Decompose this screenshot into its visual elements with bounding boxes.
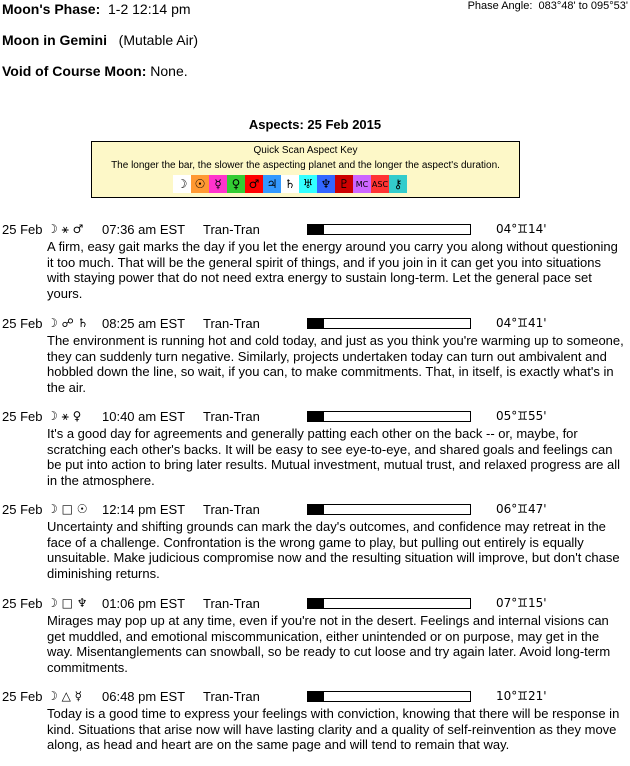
aspect-entry <box>0 689 630 753</box>
moon-sign-label: Moon in Gemini <box>2 32 107 48</box>
aspect-position: 05°♊55' <box>496 409 547 423</box>
phase-angle-label: Phase Angle: <box>467 0 533 12</box>
aspect-time: 06:48 pm EST <box>102 689 186 704</box>
aspect-entry <box>0 316 630 395</box>
neptune-glyph-icon: ♆ <box>317 175 335 193</box>
aspect-entry-header <box>0 316 630 333</box>
mercury-glyph-icon: ☿ <box>209 175 227 193</box>
aspect-description: Uncertainty and shifting grounds can mark the day's outcomes, and confidence may retreat in the face of a challenge. Confrontation is the wrong game to play, but pulling out entirely is equally unsuitable. Make judicious compromise now and the resulting situation will improve, but don't chase diminishing returns. <box>47 519 620 581</box>
aspect-entry <box>0 502 630 581</box>
aspects-title: Aspects: 25 Feb 2015 <box>248 117 382 132</box>
aspect-date: 25 Feb <box>2 222 43 237</box>
aspect-position: 04°♊14' <box>496 222 547 236</box>
aspect-duration-bar <box>307 504 471 515</box>
aspect-key-subtitle: The longer the bar, the slower the aspecting planet and the longer the aspect's duration. <box>111 160 500 171</box>
moon-phase-value: 1-2 12:14 pm <box>108 1 191 17</box>
aspect-description: Mirages may pop up at any time, even if you're not in the desert. Feelings and internal visions can get muddled, and emotional miscommunication, either unintended or on purpose, may get in the way. Misentanglements can snowball, so be ready to cut loose and try again later. Avoid long-term commitments. <box>47 613 611 675</box>
midheaven-glyph-icon: MC <box>353 175 371 193</box>
moon-sign-line <box>2 32 198 48</box>
aspect-date: 25 Feb <box>2 502 43 517</box>
aspect-symbols: ☽ □ ☉ <box>47 502 88 516</box>
aspect-type: Tran-Tran <box>203 409 260 424</box>
aspect-date: 25 Feb <box>2 596 43 611</box>
moon-phase-label: Moon's Phase: <box>2 1 101 17</box>
ascendant-glyph-icon: ASC <box>371 175 389 193</box>
aspect-duration-bar <box>307 224 471 235</box>
phase-angle-value: 083°48' to 095°53' <box>538 0 628 12</box>
aspect-duration-bar <box>307 598 471 609</box>
aspect-entry <box>0 596 630 675</box>
aspect-entry-header <box>0 689 630 706</box>
aspect-position: 06°♊47' <box>496 502 547 516</box>
void-label: Void of Course Moon: <box>2 63 147 79</box>
aspect-time: 10:40 am EST <box>102 409 186 424</box>
aspect-type: Tran-Tran <box>203 502 260 517</box>
aspect-duration-bar <box>307 318 471 329</box>
pluto-glyph-icon: ♇ <box>335 175 353 193</box>
aspect-symbols: ☽ ☍ ♄ <box>47 316 89 330</box>
aspect-key-title: Quick Scan Aspect Key <box>253 145 358 156</box>
aspect-type: Tran-Tran <box>203 596 260 611</box>
aspect-time: 08:25 am EST <box>102 316 186 331</box>
aspect-symbols: ☽ ⚹ ♂ <box>47 222 84 236</box>
aspect-entry <box>0 222 630 301</box>
aspect-symbols: ☽ △ ☿ <box>47 689 82 703</box>
aspect-time: 07:36 am EST <box>102 222 186 237</box>
venus-glyph-icon: ♀ <box>227 175 245 193</box>
aspect-date: 25 Feb <box>2 316 43 331</box>
aspect-key-box <box>91 141 520 198</box>
moon-glyph-icon: ☽ <box>173 175 191 193</box>
moon-sign-value: (Mutable Air) <box>118 32 199 48</box>
aspect-duration-bar-fill <box>308 505 324 514</box>
aspect-duration-bar-fill <box>308 692 324 701</box>
aspect-symbols: ☽ ⚹ ♀ <box>47 409 82 423</box>
aspect-duration-bar-fill <box>308 412 324 421</box>
aspect-description: Today is a good time to express your feelings with conviction, knowing that there will be response in kind. Situations that arise now will have lasting clarity and a quality of self-reinvention as they move along, as head and heart are on the same page and will tend to remain that way. <box>47 706 620 752</box>
aspect-duration-bar-fill <box>308 319 324 328</box>
aspect-duration-bar <box>307 691 471 702</box>
phase-angle <box>468 0 628 12</box>
mars-glyph-icon: ♂ <box>245 175 263 193</box>
sun-glyph-icon: ☉ <box>191 175 209 193</box>
aspect-position: 04°♊41' <box>496 316 547 330</box>
aspect-description: A firm, easy gait marks the day if you let the energy around you carry you along without questioning it too much. That will be the general spirit of things, and if you join in it can get you into situations with staying power that do not need extra energy to sustain long-term. Let the general pace set yours. <box>47 239 618 301</box>
aspect-entry <box>0 409 630 488</box>
aspect-time: 01:06 pm EST <box>102 596 186 611</box>
aspect-symbols: ☽ □ ♆ <box>47 596 88 610</box>
aspect-time: 12:14 pm EST <box>102 502 186 517</box>
void-of-course-line <box>2 63 188 79</box>
aspect-entry-header <box>0 409 630 426</box>
aspect-position: 07°♊15' <box>496 596 547 610</box>
aspect-date: 25 Feb <box>2 689 43 704</box>
aspect-description: It's a good day for agreements and generally patting each other on the back -- or, maybe, for scratching each other's backs. It will be easy to see eye-to-eye, and shared goals and feelings can be put into action to bring later results. Mutual investment, mutual trust, and relaxed progress are all in the atmosphere. <box>47 426 621 488</box>
aspect-duration-bar-fill <box>308 225 324 234</box>
aspect-entry-header <box>0 596 630 613</box>
aspect-type: Tran-Tran <box>203 316 260 331</box>
saturn-glyph-icon: ♄ <box>281 175 299 193</box>
aspect-type: Tran-Tran <box>203 689 260 704</box>
void-value: None. <box>150 63 188 79</box>
aspect-entry-header <box>0 222 630 239</box>
aspect-type: Tran-Tran <box>203 222 260 237</box>
aspect-duration-bar <box>307 411 471 422</box>
aspect-description: The environment is running hot and cold today, and just as you think you're warming up to someone, they can suddenly turn negative. Similarly, projects undertaken today can turn out ambivalent and hobbled down the line, so wait, if you can, to make commitments. That, in itself, is exactly what's in the air. <box>47 333 624 395</box>
uranus-glyph-icon: ♅ <box>299 175 317 193</box>
aspect-position: 10°♊21' <box>496 689 547 703</box>
aspect-duration-bar-fill <box>308 599 324 608</box>
chiron-glyph-icon: ⚷ <box>389 175 407 193</box>
aspect-entry-header <box>0 502 630 519</box>
aspect-key-glyphs <box>173 175 407 193</box>
aspect-date: 25 Feb <box>2 409 43 424</box>
jupiter-glyph-icon: ♃ <box>263 175 281 193</box>
moon-phase-line <box>2 1 191 17</box>
